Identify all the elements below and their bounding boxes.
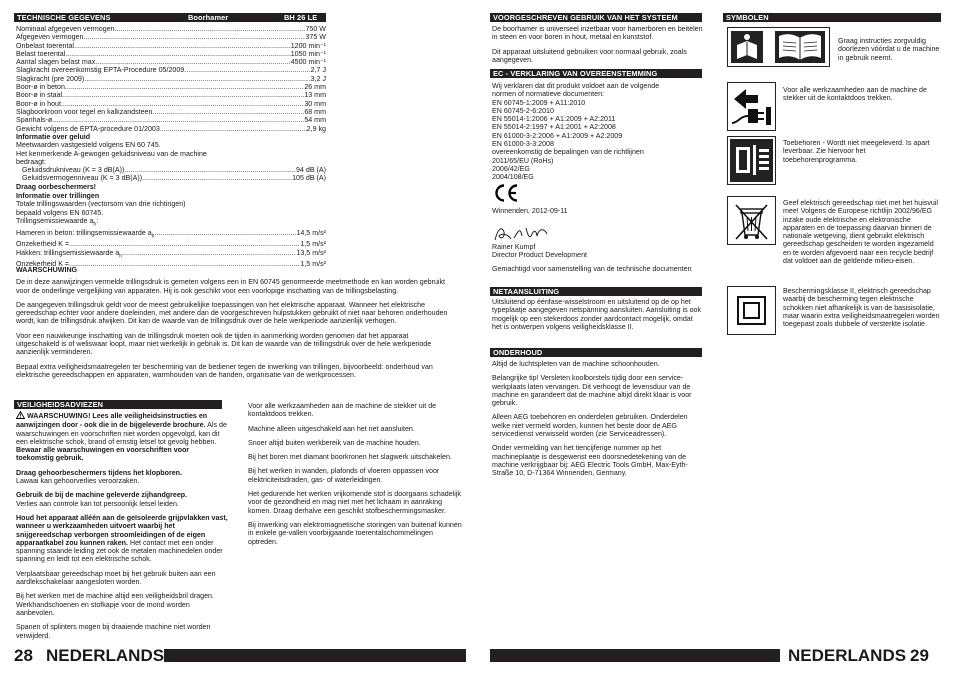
spec-row: Boor-ø in beton ..... 26 mm <box>16 83 326 91</box>
maintenance-para: Onder vermelding van het tiencijferige nummer op het machineplaatje is desgewenst een doorsnedetekening van de machine verkrijgbaar bij: AEG Electric Tools GmbH, Max-Eyth-Straße 10, D-71364 Winnenden, Germany. <box>492 444 688 478</box>
safety-para-5: Verplaatsbaar gereedschap moet bij het gebruik buiten aan een aardlekschakelaar aangesloten worden. <box>16 569 216 587</box>
symbol-text: Voor alle werkzaamheden aan de machine de stekker uit de kontaktdoos trekken. <box>783 86 927 103</box>
noise-section <box>16 133 326 191</box>
noise-row: Geluidsvermogenniveau (K = 3 dB(A)) ..... 105 dB (A) <box>16 174 326 182</box>
tech-data-header <box>14 13 326 22</box>
safety-col-1 <box>16 411 228 646</box>
product-name: Boorhamer <box>188 13 229 22</box>
accessory-icon <box>727 136 776 185</box>
ce-line: 2006/42/EG <box>492 164 530 173</box>
ce-line: EN 61000-3-3:2008 <box>492 140 554 149</box>
footer-language: NEDERLANDS <box>46 646 165 665</box>
spec-row: Boor-ø in staal ..... 13 mm <box>16 91 326 99</box>
safety-col2-para: Bij inwerking van elektromagnetische storingen van buitenaf kunnen in enkele ge-vallen voorbijgaande toerentalschommelingen optreden. <box>248 520 462 546</box>
vibration-intro-2: bepaald volgens EN 60745. <box>16 208 104 217</box>
hearing-warning: Draag oorbeschermers! <box>16 182 97 191</box>
use-title: VOORGESCHREVEN GEBRUIK VAN HET SYSTEEM <box>493 13 678 22</box>
left-footer <box>14 647 466 667</box>
use-section <box>492 25 704 70</box>
page-number: 29 <box>910 646 929 665</box>
warning-para-4: Bepaal extra veiligheidsmaatregelen ter bescherming van de bediener tegen de inwerking van trillingen, bijvoorbeeld: onderhoud van elektrische gereedschappen en apparaten, warmhouden van de handen, organisatie van de werkprocessen. <box>16 362 433 379</box>
spec-row: Aantal slagen belast max. ..... 4500 min⁻¹ <box>16 58 326 66</box>
noise-intro-1: Meetwaarden vastgesteld volgens EN 60 745. <box>16 141 161 150</box>
ce-place-date: Winnenden, 2012-09-11 <box>492 207 568 215</box>
spec-row: Gewicht volgens de EPTA-procedure 01/2003 ..... 2,9 kg <box>16 125 326 133</box>
ce-authorized: Gemachtigd voor samenstelling van de technische documenten <box>492 264 692 273</box>
footer-language: NEDERLANDS <box>788 646 907 665</box>
safety-para-4: Houd het apparaat alléén aan de geïsoleerde grijpvlakken vast, wanneer u werkzaamheden uitvoert waarbij het snijgereedschap verborgen stroomleidingen of de eigen apparaatkabel zou kunnen raken. Het contact met een onder spanning staande leiding zet ook de metalen machinedelen onder spanning en leidt tot een elektrische schok. <box>16 513 228 564</box>
maintenance-para: Altijd de luchtspleten van de machine schoonhouden. <box>492 360 660 368</box>
vibration-row: Hakken: trillingsemissiewaarde $a_h$ ..... 13,5 m/s² <box>16 249 326 261</box>
vibration-intro-1: Totale trillingswaarden (vectorsom van drie richtingen) <box>16 200 186 209</box>
ce-line: 2004/108/EG <box>492 173 534 182</box>
maintenance-title: ONDERHOUD <box>493 348 543 357</box>
noise-intro-2: Het kenmerkende A-gewogen geluidsniveau van de machine <box>16 149 207 158</box>
safety-para-6: Bij het werken met de machine altijd een veiligheidsbril dragen. Werkhandschoenen en stofkapje voor de mond worden aanbevolen. <box>16 592 214 617</box>
ce-line: EN 61000-3-2:2006 + A1:2009 + A2:2009 <box>492 131 623 140</box>
safety-col-2 <box>248 402 464 552</box>
vibration-heading: Informatie over trillingen <box>16 192 100 200</box>
ce-title: EC - VERKLARING VAN OVEREENSTEMMING <box>493 69 658 78</box>
ce-header <box>490 69 702 78</box>
warning-triangle-icon <box>16 411 25 421</box>
warning-para-1: De in deze aanwijzingen vermelde trillingsdruk is gemeten volgens een in EN 60745 genormeerde meetmethode en kan worden gebruikt voor de onderlinge vergelijking van apparaten. Hij is ook geschikt voor een voorlopige inschatting van de trillingsbelasting. <box>16 278 446 295</box>
noise-row: Geluidsdrukniveau (K = 3 dB(A)) ..... 94 dB (A) <box>16 166 326 174</box>
spec-row: Afgegeven vermogen ..... 375 W <box>16 33 326 41</box>
safety-para-2: Draag gehoorbeschermers tijdens het klopboren. Lawaai kan gehoorverlies veroorzaken. <box>16 468 182 486</box>
spec-row: Belast toerental ..... 1050 min⁻¹ <box>16 50 326 58</box>
ce-line: EN 60745-1:2009 + A11:2010 <box>492 98 586 107</box>
maintenance-para: Belangrijke tip! Versleten koolborstels tijdig door een service-werkplaats laten vervangen. Dit verhoogt de levensduur van de machine en garandeert dat de machine altijd direkt klaar is voor gebruik. <box>492 374 692 408</box>
vibration-row: Hameren in beton: trillingsemissiewaarde $a_h$ ..... 14,5 m/s² <box>16 229 326 241</box>
warning-para-2: De aangegeven trillingsdruk geldt voor de meest gebruikelijke toepassingen van het elektrische apparaat. Wanneer het elektrische gereedschap echter voor andere doeleinden, met andere dan de voorgeschreven hulpstukken gebruikt of niet naar behoren onderhouden wordt, kan de trillingsdruk afwijken. Dit kan de waarde van de trillingsdruk over de hele werkperiode aanzienlijk verhogen. <box>16 300 448 326</box>
noise-intro-3: bedraagt: <box>16 157 46 166</box>
spec-row: Slagkracht overeenkomstig EPTA-Procedure 05/2009 ..... 2,7 J <box>16 66 326 74</box>
spec-row: Slagkracht (pre 2009) ..... 3,2 J <box>16 75 326 83</box>
spec-row: Boor-ø in hout ..... 30 mm <box>16 100 326 108</box>
vibration-row: Onzekerheid K = ..... 1,5 m/s² <box>16 240 326 248</box>
safety-col2-para: Machine alleen uitgeschakeld aan het net aansluiten. <box>248 424 415 433</box>
class-ii-icon <box>727 286 776 335</box>
ce-line: EN 60745-2-6:2010 <box>492 106 554 115</box>
maintenance-para: Alleen AEG toebehoren en onderdelen gebruiken. Onderdelen welke niet vermeld worden, kunnen het beste door de AEG servicedienst verwisseld worden (zie Serviceadressen). <box>492 413 688 439</box>
weee-bin-icon <box>727 196 776 245</box>
ce-name: Rainer Kumpf <box>492 243 536 251</box>
page-number: 28 <box>14 646 33 665</box>
use-para: Dit apparaat uitsluitend gebruiken voor normaal gebruik, zoals aangegeven. <box>492 47 687 64</box>
symbol-text: Graag instructies zorgvuldig doorlezen vóórdat u de machine in gebruik neemt. <box>838 37 940 62</box>
read-instructions-icon <box>727 27 830 67</box>
safety-para-7: Spanen of splinters mogen bij draaiende machine niet worden verwijderd. <box>16 623 211 640</box>
symbol-text: Beschermingsklasse II, elektrisch gereedschap waarbij de bescherming tegen elektrische schokken niet afhankelijk is van de basisisolatie, maar waarin extra veiligheidsmaatregelen worden toegepast zoals dubbele of versterkte isolatie. <box>783 287 940 329</box>
safety-col2-para: Voor alle werkzaamheden aan de machine de stekker uit de kontaktdoos trekken. <box>248 402 437 419</box>
maintenance-section <box>492 360 704 484</box>
use-para: De boorhamer is universeel inzetbaar voor hamerboren en beitelen in steen en voor boren in hout, metaal en kunststof. <box>492 25 703 42</box>
safety-title: VEILIGHEIDSADVIEZEN <box>17 400 104 409</box>
use-header <box>490 13 702 22</box>
safety-para-1: WAARSCHUWING! Lees alle veiligheidsinstructies en aanwijzingen door - ook die in de bijgeleverde brochure. Als de waarschuwingen en voorschriften niet worden opgevolgd, kan dit een elektrische schok, brand of ernstig letsel tot gevolg hebben. Bewaar alle waarschuwingen en voorschriften voor toekomstig gebruik. <box>16 412 227 463</box>
vibration-row: Onzekerheid K = ..... 1,5 m/s² <box>16 260 326 268</box>
vibration-section <box>16 192 326 269</box>
ce-section <box>492 82 704 182</box>
model-name: BH 26 LE <box>284 13 318 22</box>
vibration-intro-3: Trillingsemissiewaarde $a_h$: <box>16 216 99 228</box>
ce-mark <box>492 183 520 208</box>
symbols-title: SYMBOLEN <box>726 13 769 22</box>
safety-col2-para: Bij het werken in wanden, plafonds of vloeren oppassen voor elektriciteitsdraden, gas- of waterleidingen. <box>248 467 440 484</box>
ce-signatory <box>492 243 704 273</box>
noise-heading: Informatie over geluid <box>16 133 91 141</box>
maintenance-header <box>490 348 702 357</box>
right-footer <box>490 647 942 667</box>
safety-col2-para: Het gedurende het werken vrijkomende stof is doorgaans schadelijk voor de gezondheid en mag niet met het lichaam in aanraking komen. Draag derhalve een geschikt stofbeschermingsmasker. <box>248 490 461 515</box>
mains-text: Uitsluitend op éénfase-wisselstroom en uitsluitend op de op het typeplaatje aangegeven netspanning aansluiten. Aansluiting is ook mogelijk op een stekerdoos zonder aardcontact mogelijk, omdat het is ontwerpen volgens veiligheidsklasse II. <box>492 298 702 331</box>
ce-role: Director Product Development <box>492 251 588 260</box>
tech-data-title: TECHNISCHE GEGEVENS <box>17 13 111 22</box>
spec-row: Onbelast toerental ..... 1200 min⁻¹ <box>16 42 326 50</box>
ce-line: Wij verklaren dat dit produkt voldoet aan de volgende <box>492 82 660 90</box>
warning-title: WAARSCHUWING <box>16 266 78 274</box>
warning-para-3: Voor een nauwkeurige inschatting van de trillingsdruk moeten ook de tijden in aanmerking worden genomen dat het apparaat uitgeschakeld is of weliswaar loopt, maar niet werkelijk in gebruik is. Dit kan de waarde van de trillingsdruk over de hele werkperiode aanzienlijk verminderen. <box>16 331 432 357</box>
warning-section <box>16 266 450 385</box>
ce-line: EN 55014-1:2006 + A1:2009 + A2:2011 <box>492 115 616 124</box>
safety-header <box>14 400 222 409</box>
ce-line: EN 55014-2:1997 + A1:2001 + A2:2008 <box>492 123 616 132</box>
safety-para-3: Gebruik de bij de machine geleverde zijhandgreep. Verlies aan controle kan tot persoonlijk letsel leiden. <box>16 491 188 508</box>
spec-row: Slagboorkroon voor tegel en kalkzandsteen ..... 68 mm <box>16 108 326 116</box>
spec-list <box>16 25 326 133</box>
safety-col2-para: Snoer altijd buiten werkbereik van de machine houden. <box>248 438 421 447</box>
mains-header <box>490 287 702 296</box>
symbols-header <box>723 13 941 22</box>
safety-col2-para: Bij het boren met diamant boorkronen het slagwerk uitschakelen. <box>248 453 452 462</box>
symbol-text: Geef elektrisch gereedschap niet met het huisvuil mee! Volgens de Europese richtlijn 2002/96/EG inzake oude elektrische en elektronische apparaten en de toepassing daarvan binnen de nationale wetgeving, dient gebruikt elektrisch gereedschap gescheiden te worden ingezameld en te worden afgevoerd naar een recycle bedrijf dat voldoet aan de geldende milieu-eisen. <box>783 199 938 266</box>
ce-line: normen of normatieve documenten: <box>492 90 604 99</box>
unplug-icon <box>727 82 776 131</box>
mains-title: NETAANSLUITING <box>493 287 560 296</box>
spec-row: Spanhals-ø ..... 54 mm <box>16 116 326 124</box>
symbol-text: Toebehoren - Wordt niet meegeleverd. Is apart leverbaar. Zie hiervoor het toebehorenprogramma. <box>783 139 930 164</box>
spec-row: Nominaal afgegeven vermogen ..... 750 W <box>16 25 326 33</box>
ce-line: 2011/65/EU (RoHs) <box>492 156 554 165</box>
ce-line: overeenkomstig de bepalingen van de richtlijnen <box>492 148 644 157</box>
